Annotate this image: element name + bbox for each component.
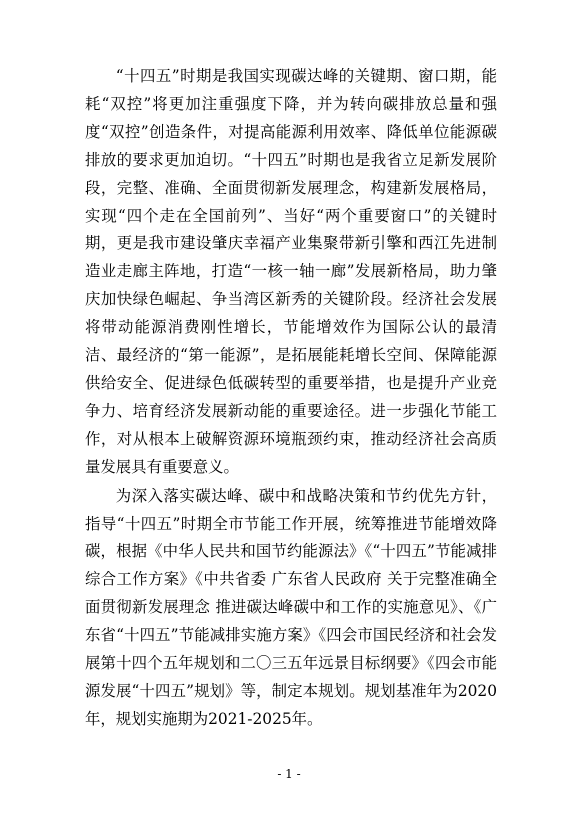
page-number: - 1 - — [277, 767, 301, 781]
paragraph-context: “十四五”时期是我国实现碳达峰的关键期、窗口期，能耗“双控”将更加注重强度下降，并为转向碳排放总量和强度“双控”创造条件，对提高能源利用效率、降低单位能源碳排放的要求更加迫切。“十四五”时期也是我省立足新发展阶段，完整、准确、全面贯彻新发展理念，构建新发展格局，实现“四个走在全国前列”、当好“两个重要窗口”的关键时期，更是我市建设肇庆幸福产业集聚带新引擎和西江先进制造业走廊主阵地，打造“一核一轴一廊”发展新格局，助力肇庆加快绿色崛起、争当湾区新秀的关键阶段。经济社会发展将带动能源消费刚性增长，节能增效作为国际公认的最清洁、最经济的“第一能源”，是拓展能耗增长空间、保障能源供给安全、促进绿色低碳转型的重要举措，也是提升产业竞争力、培育经济发展新动能的重要途径。进一步强化节能工作，对从根本上破解资源环境瓶颈约束，推动经济社会高质量发展具有重要意义。 — [85, 67, 497, 476]
body-text — [85, 63, 497, 734]
paragraph-purpose: 为深入落实碳达峰、碳中和战略决策和节约优先方针，指导“十四五”时期全市节能工作开展，统筹推进节能增效降碳，根据《中华人民共和国节约能源法》《“十四五”节能减排综合工作方案》《中共省委 广东省人民政府 关于完整准确全面贯彻新发展理念 推进碳达峰碳中和工作的实施意见》、《广东省“十四五”节能减排实施方案》《四会市国民经济和社会发展第十四个五年规划和二〇三五年远景目标纲要》《四会市能源发展“十四五”规划》等，制定本规划。规划基准年为2020年，规划实施期为2021-2025年。 — [85, 486, 497, 728]
